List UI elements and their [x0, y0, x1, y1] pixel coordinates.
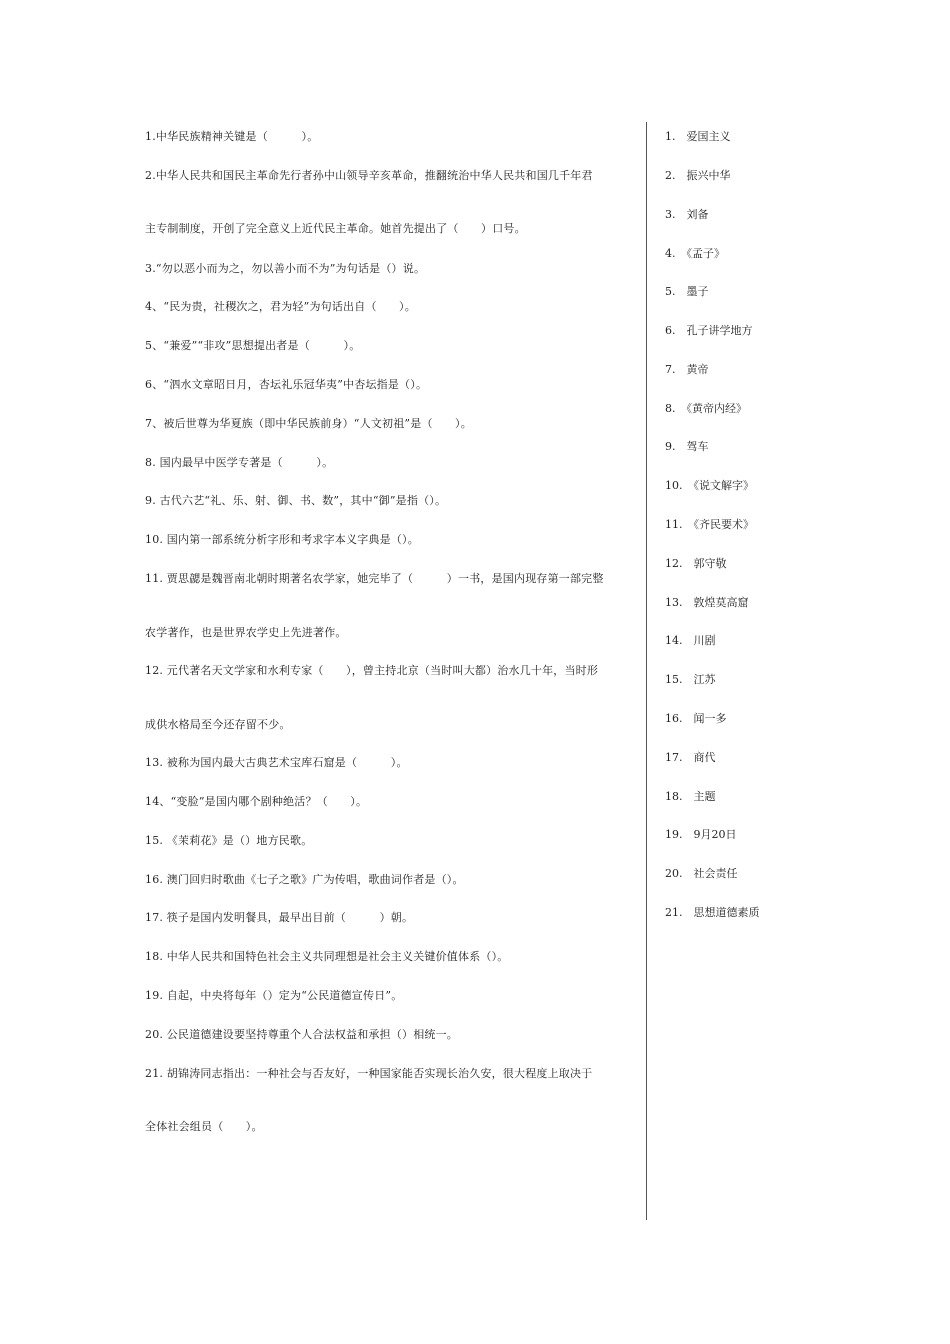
question-19-line-1: 19. 自起，中央将每年（）定为“公民道德宣传日”。: [145, 989, 403, 1002]
question-13-line-1: 13. 被称为国内最大古典艺术宝库石窟是（ ）。: [145, 756, 408, 769]
answer-3: 3. 刘备: [665, 208, 709, 221]
answer-6: 6. 孔子讲学地方: [665, 324, 753, 337]
question-11-line-1: 11. 贾思勰是魏晋南北朝时期著名农学家，她完毕了（ ）一书，是国内现存第一部完整: [145, 572, 604, 585]
answer-8: 8. 《黄帝内经》: [665, 402, 747, 415]
answer-1: 1. 爱国主义: [665, 130, 731, 143]
answer-19: 19. 9月20日: [665, 828, 737, 841]
question-9-line-1: 9. 古代六艺“礼、乐、射、御、书、数”，其中“御”是指（）。: [145, 494, 447, 507]
question-14-line-1: 14、“变脸”是国内哪个剧种绝活？（ ）。: [145, 795, 368, 808]
question-5-line-1: 5、“兼爱”“非攻”思想提出者是（ ）。: [145, 339, 361, 352]
question-2-line-2: 主专制制度，开创了完全意义上近代民主革命。她首先提出了（ ）口号。: [145, 222, 526, 235]
answer-2: 2. 振兴中华: [665, 169, 731, 182]
answer-17: 17. 商代: [665, 751, 716, 764]
answer-15: 15. 江苏: [665, 673, 716, 686]
question-18-line-1: 18. 中华人民共和国特色社会主义共同理想是社会主义关键价值体系（）。: [145, 950, 509, 963]
question-20-line-1: 20. 公民道德建设要坚持尊重个人合法权益和承担（）相统一。: [145, 1028, 458, 1041]
question-12-line-2: 成供水格局至今还存留不少。: [145, 718, 291, 731]
question-10-line-1: 10. 国内第一部系统分析字形和考求字本义字典是（）。: [145, 533, 419, 546]
question-16-line-1: 16. 澳门回归时歌曲《七子之歌》广为传唱，歌曲词作者是（）。: [145, 873, 464, 886]
question-7-line-1: 7、被后世尊为华夏族（即中华民族前身）“人文初祖”是（ ）。: [145, 417, 472, 430]
question-21-line-2: 全体社会组员（ ）。: [145, 1120, 263, 1133]
answer-4: 4. 《孟子》: [665, 247, 725, 260]
question-15-line-1: 15. 《茉莉花》是（）地方民歌。: [145, 834, 313, 847]
question-12-line-1: 12. 元代著名天文学家和水利专家（ ），曾主持北京（当时叫大都）治水几十年，当时形: [145, 664, 599, 677]
answer-10: 10. 《说文解字》: [665, 479, 754, 492]
question-8-line-1: 8. 国内最早中医学专著是（ ）。: [145, 456, 334, 469]
question-17-line-1: 17. 筷子是国内发明餐具，最早出目前（ ）朝。: [145, 911, 414, 924]
answer-14: 14. 川剧: [665, 634, 716, 647]
answer-18: 18. 主题: [665, 790, 716, 803]
question-6-line-1: 6、“泗水文章昭日月，杏坛礼乐冠华夷”中杏坛指是（）。: [145, 378, 428, 391]
answer-9: 9. 驾车: [665, 440, 709, 453]
question-3-line-1: 3.“勿以恶小而为之，勿以善小而不为”为句话是（）说。: [145, 262, 426, 275]
question-4-line-1: 4、“民为贵，社稷次之，君为轻”为句话出自（ ）。: [145, 300, 416, 313]
answer-7: 7. 黄帝: [665, 363, 709, 376]
answer-16: 16. 闻一多: [665, 712, 727, 725]
question-2-line-1: 2.中华人民共和国民主革命先行者孙中山领导辛亥革命，推翻统治中华人民共和国几千年君: [145, 169, 593, 182]
column-divider: [646, 122, 647, 1220]
answer-12: 12. 郭守敬: [665, 557, 727, 570]
answer-5: 5. 墨子: [665, 285, 709, 298]
answer-21: 21. 思想道德素质: [665, 906, 760, 919]
question-21-line-1: 21. 胡锦涛同志指出：一种社会与否友好，一种国家能否实现长治久安，很大程度上取决于: [145, 1067, 593, 1080]
question-11-line-2: 农学著作，也是世界农学史上先进著作。: [145, 626, 347, 639]
answer-13: 13. 敦煌莫高窟: [665, 596, 749, 609]
answer-20: 20. 社会责任: [665, 867, 738, 880]
answer-11: 11. 《齐民要术》: [665, 518, 754, 531]
question-1-line-1: 1.中华民族精神关键是（ ）。: [145, 130, 319, 143]
